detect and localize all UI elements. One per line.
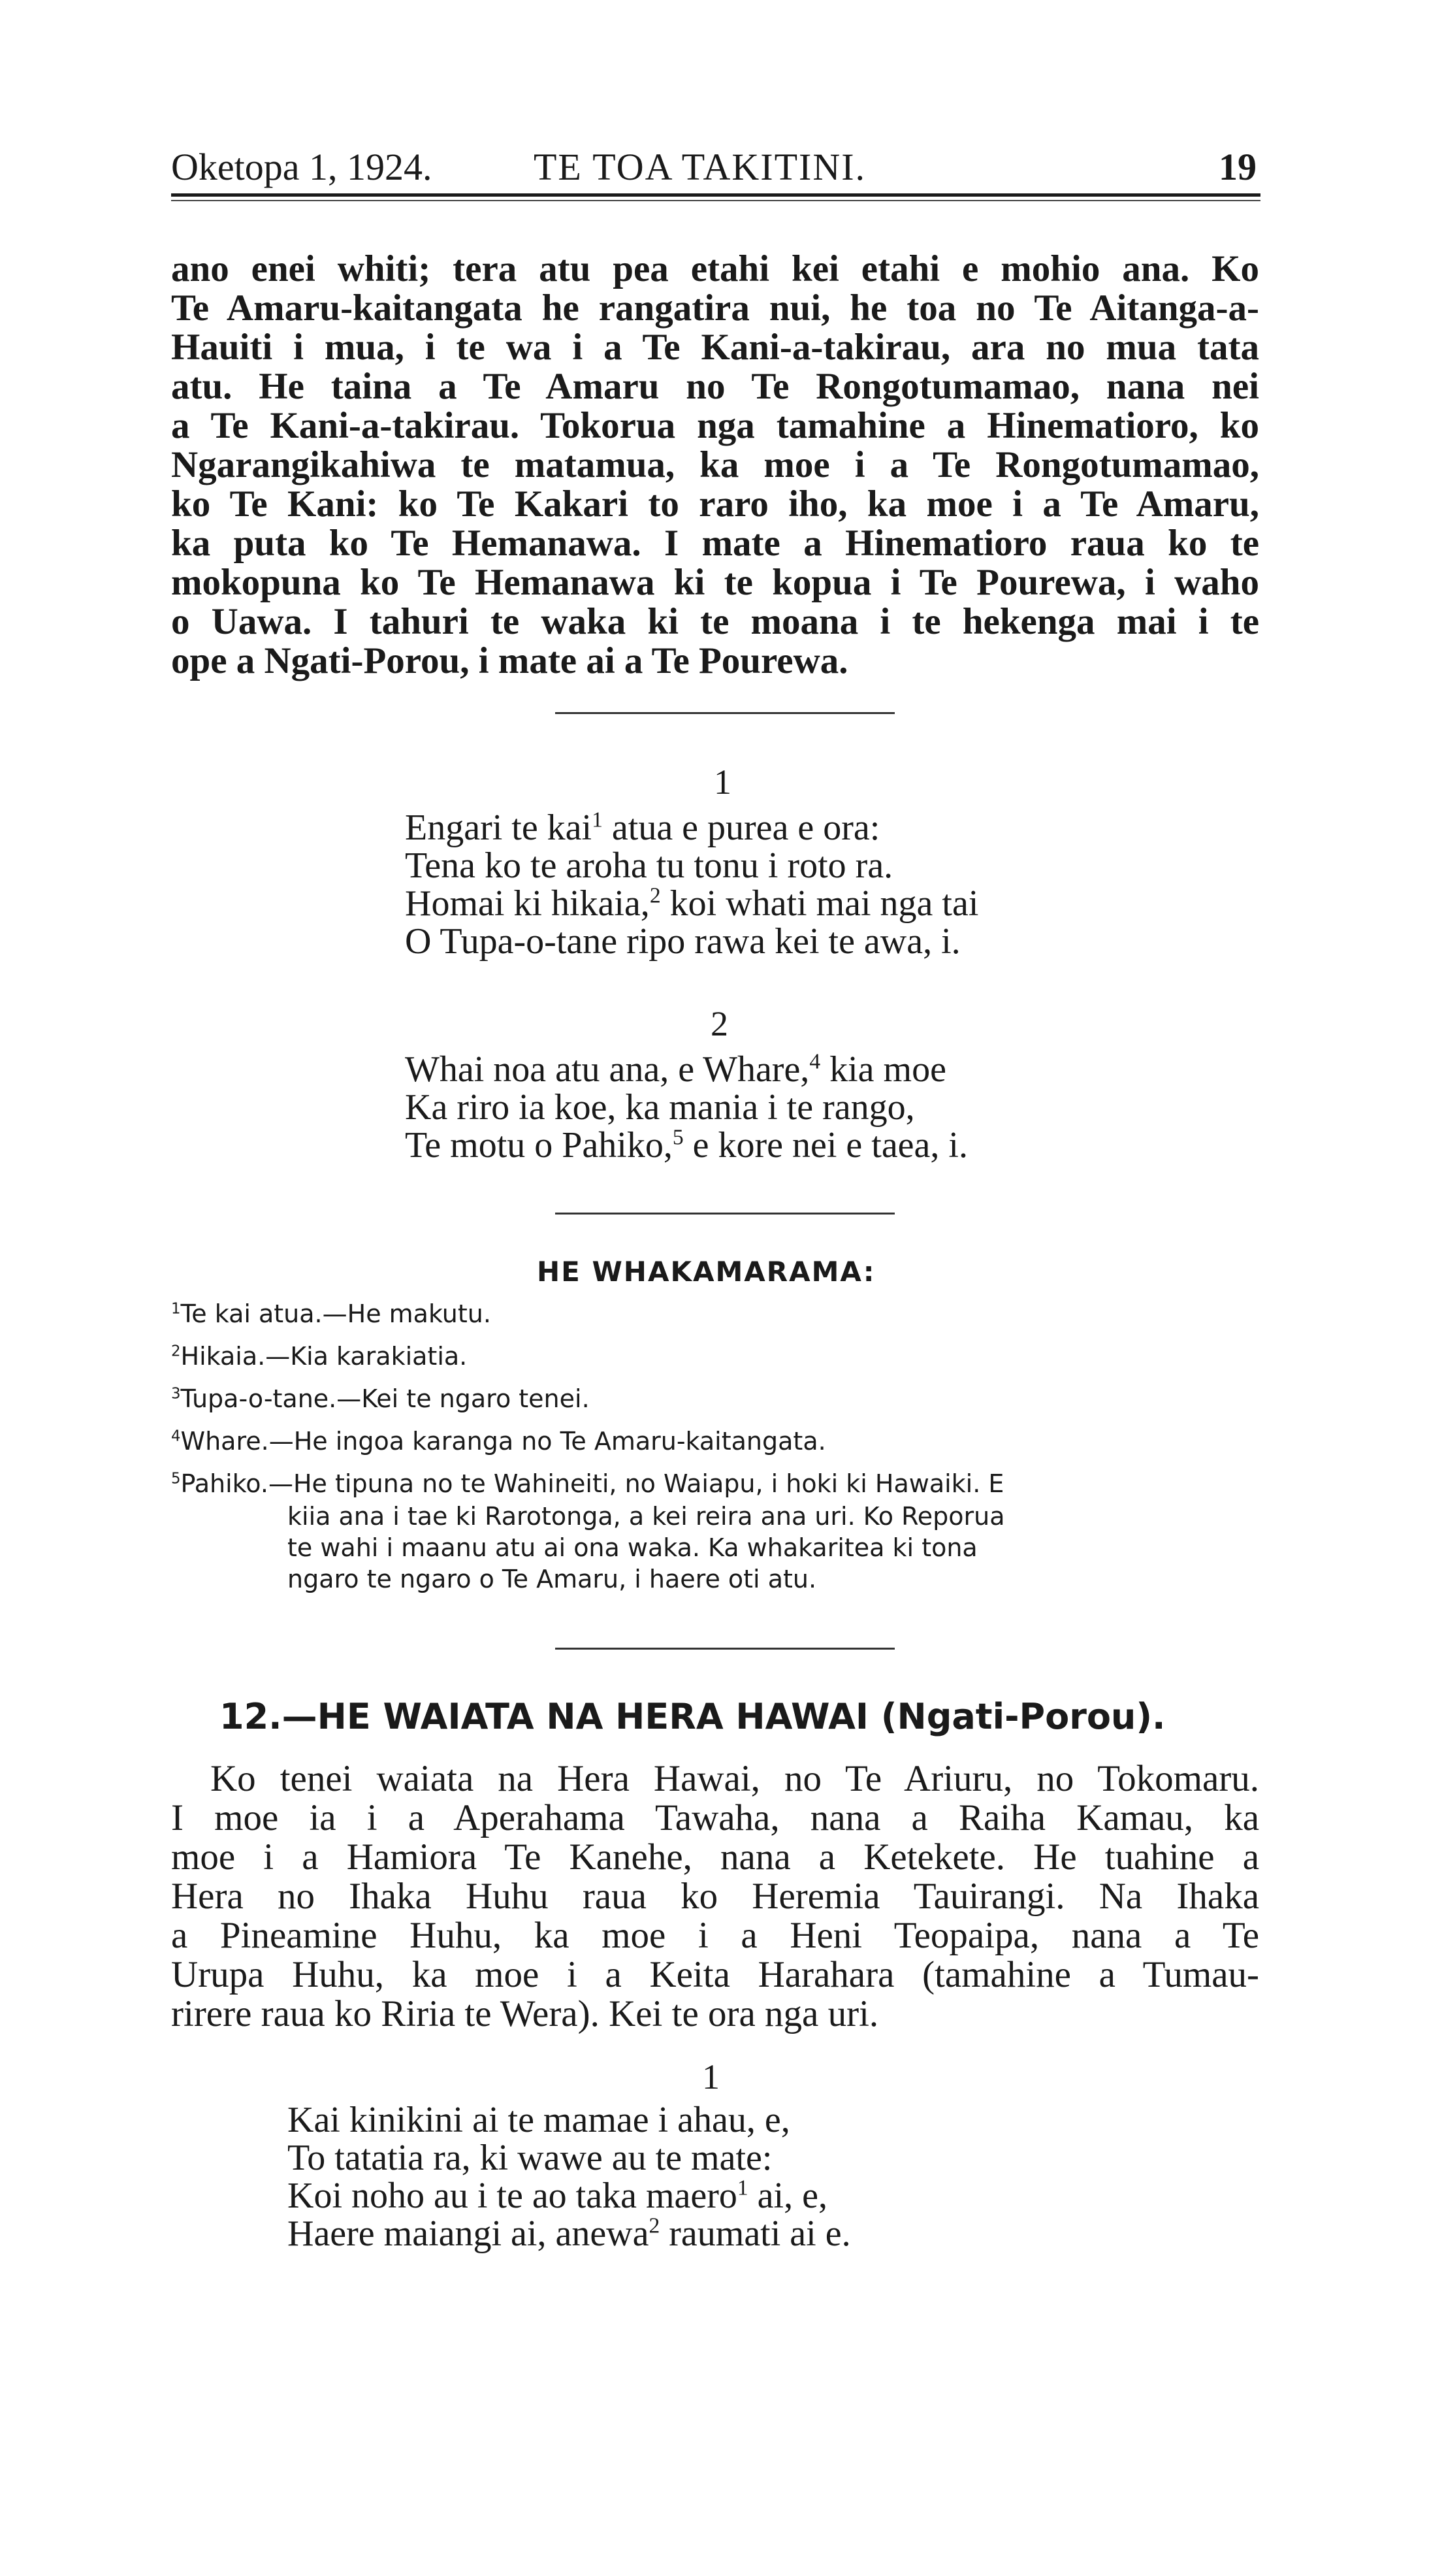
notes-title: HE WHAKAMARAMA: (537, 1256, 876, 1288)
note-text: Whare.—He ingoa karanga no Te Amaru-kaitangata. (180, 1427, 826, 1456)
verse-line: To tatatia ra, ki wawe au te mate: (287, 2138, 773, 2178)
paragraph-line: Ngarangikahiwa te matamua, ka moe i a Te Rongotumamao, (171, 444, 1259, 485)
verse-line: Homai ki hikaia,$^2$ koi whati mai nga tai (405, 883, 979, 924)
paragraph-line: ko Te Kani: ko Te Kakari to raro iho, ka moe i a Te Amaru, (171, 483, 1259, 525)
note-text: Te kai atua.—He makutu. (180, 1299, 491, 1328)
paragraph-line: a Te Kani-a-takirau. Tokorua nga tamahine a Hinematioro, ko (171, 405, 1259, 446)
paragraph-line: I moe ia i a Aperahama Tawaha, nana a Raiha Kamau, ka (171, 1797, 1259, 1838)
paragraph-line: o Uawa. I tahuri te waka ki te moana i te hekenga mai i te (171, 601, 1259, 642)
intro-paragraph (171, 250, 1259, 681)
paragraph-line: ope a Ngati-Porou, i mate ai a Te Pourewa. (171, 640, 848, 681)
footnote-marker: 2 (649, 2213, 660, 2238)
paragraph-line: Hauiti i mua, i te wa i a Te Kani-a-takirau, ara no mua tata (171, 327, 1259, 368)
paragraph-line: rirere raua ko Riria te Wera). Kei te ora nga uri. (171, 1993, 879, 2034)
paragraph-line: moe i a Hamiora Te Kanehe, nana a Ketekete. He tuahine a (171, 1836, 1259, 1878)
section-divider (555, 1213, 895, 1215)
footnote-marker: 1 (737, 2176, 748, 2200)
verse-line: Engari te kai$^1$ atua e purea e ora: (405, 807, 880, 848)
section-divider (555, 1648, 895, 1650)
note-item (171, 1382, 1268, 1416)
verse-line: Koi noho au i te ao taka maero$^1$ ai, e, (287, 2176, 827, 2216)
note-item (171, 1339, 1268, 1373)
verse-stanza-1 (405, 809, 978, 960)
paragraph-line: ano enei whiti; tera atu pea etahi kei etahi e mohio ana. Ko (171, 248, 1259, 289)
note-item (171, 1297, 1268, 1331)
header-title: TE TOA TAKITINI. (534, 146, 867, 188)
note-text: Pahiko.—He tipuna no te Wahineiti, no Waiapu, i hoki ki Hawaiki. E (180, 1469, 1004, 1498)
note-text: ngaro te ngaro o Te Amaru, i haere oti atu. (287, 1565, 817, 1593)
stanza-number: 1 (702, 2057, 720, 2096)
section-title: 12.—HE WAIATA NA HERA HAWAI (Ngati-Porou). (219, 1696, 1166, 1737)
verse-line: Tena ko te aroha tu tonu i roto ra. (405, 845, 893, 886)
section-divider (555, 712, 895, 714)
footnote-marker: 4 (809, 1049, 821, 1074)
page-number: 19 (1219, 146, 1257, 188)
header-rule (171, 193, 1260, 201)
note-marker: 4 (171, 1427, 181, 1445)
note-text: Hikaia.—Kia karakiatia. (180, 1342, 468, 1371)
stanza-number: 2 (711, 1004, 728, 1043)
running-header (171, 145, 1260, 191)
note-text: te wahi i maanu atu ai ona waka. Ka whakaritea ki tona (287, 1533, 978, 1562)
paragraph-line: Hera no Ihaka Huhu raua ko Heremia Tauirangi. Na Ihaka (171, 1876, 1259, 1917)
verse-line: O Tupa-o-tane ripo rawa kei te awa, i. (405, 921, 961, 962)
footnote-marker: 1 (592, 807, 603, 832)
verse-line: Kai kinikini ai te mamae i ahau, e, (287, 2100, 790, 2140)
verse-line: Whai noa atu ana, e Whare,$^4$ kia moe (405, 1049, 946, 1090)
paragraph-line: Ko tenei waiata na Hera Hawai, no Te Ariuru, no Tokomaru. (210, 1758, 1259, 1799)
note-text: Tupa-o-tane.—Kei te ngaro tenei. (180, 1384, 590, 1413)
paragraph-line: Urupa Huhu, ka moe i a Keita Harahara (tamahine a Tumau- (171, 1954, 1259, 1995)
note-item (171, 1424, 1268, 1458)
paragraph-line: Te Amaru-kaitangata he rangatira nui, he toa no Te Aitanga-a- (171, 287, 1259, 329)
footnote-marker: 2 (649, 883, 661, 908)
paragraph-line: mokopuna ko Te Hemanawa ki te kopua i Te Pourewa, i waho (171, 562, 1259, 603)
verse-line: Haere maiangi ai, anewa$^2$ raumati ai e. (287, 2213, 851, 2254)
note-marker: 3 (171, 1385, 181, 1403)
paragraph-line: a Pineamine Huhu, ka moe i a Heni Teopaipa, nana a Te (171, 1915, 1259, 1956)
note-marker: 2 (171, 1343, 181, 1360)
verse-stanza-12-1 (287, 2101, 851, 2253)
paragraph-line: ka puta ko Te Hemanawa. I mate a Hinematioro raua ko te (171, 523, 1259, 564)
paragraph-line: atu. He taina a Te Amaru no Te Rongotumamao, nana nei (171, 366, 1259, 407)
stanza-number: 1 (714, 762, 731, 802)
header-date: Oketopa 1, 1924. (171, 146, 432, 188)
note-text: kiia ana i tae ki Rarotonga, a kei reira ana uri. Ko Reporua (287, 1502, 1005, 1531)
note-marker: 1 (171, 1300, 181, 1318)
verse-line: Te motu o Pahiko,$^5$ e kore nei e taea, i. (405, 1125, 968, 1166)
verse-line: Ka riro ia koe, ka mania i te rango, (405, 1087, 915, 1128)
note-marker: 5 (171, 1470, 181, 1488)
verse-stanza-2 (405, 1051, 968, 1164)
note-item (171, 1467, 1268, 1595)
section-paragraph (171, 1759, 1259, 2034)
footnote-marker: 5 (672, 1125, 684, 1150)
